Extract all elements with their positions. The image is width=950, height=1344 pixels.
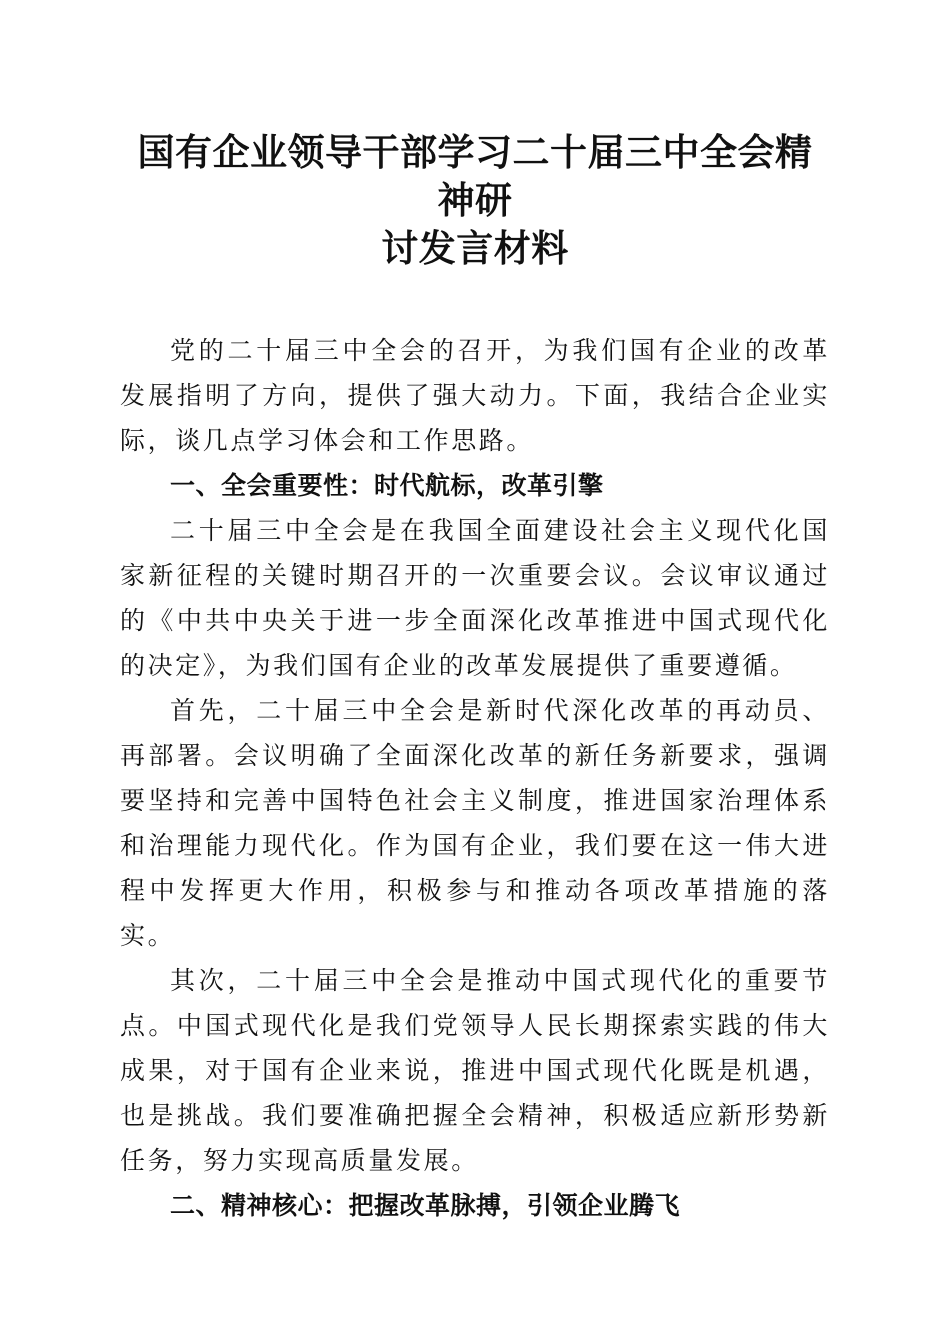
section-1-paragraph-2: 首先，二十届三中全会是新时代深化改革的再动员、再部署。会议明确了全面深化改革的新任务新要求，强调要坚持和完善中国特色社会主义制度，推进国家治理体系和治理能力现代化。作为国有企业，我们要在这一伟大进程中发挥更大作用，积极参与和推动各项改革措施的落实。 [120, 696, 830, 950]
section-1-paragraph-3: 其次，二十届三中全会是推动中国式现代化的重要节点。中国式现代化是我们党领导人民长期探索实践的伟大成果，对于国有企业来说，推进中国式现代化既是机遇，也是挑战。我们要准确把握全会精神，积极适应新形势新任务，努力实现高质量发展。 [120, 966, 830, 1175]
section-2-heading: 二、精神核心：把握改革脉搏，引领企业腾飞 [170, 1191, 681, 1220]
document-title-line-1: 国有企业领导干部学习二十届三中全会精神研 [137, 130, 813, 222]
intro-paragraph: 党的二十届三中全会的召开，为我们国有企业的改革发展指明了方向，提供了强大动力。下面，我结合企业实际，谈几点学习体会和工作思路。 [120, 336, 830, 455]
section-1-paragraph-1: 二十届三中全会是在我国全面建设社会主义现代化国家新征程的关键时期召开的一次重要会议。会议审议通过的《中共中央关于进一步全面深化改革推进中国式现代化的决定》，为我们国有企业的改革发展提供了重要遵循。 [120, 516, 830, 680]
document-title-line-2: 讨发言材料 [381, 226, 569, 270]
section-1-heading: 一、全会重要性：时代航标，改革引擎 [170, 471, 604, 500]
document-title [120, 128, 830, 272]
document-body [120, 328, 830, 1228]
